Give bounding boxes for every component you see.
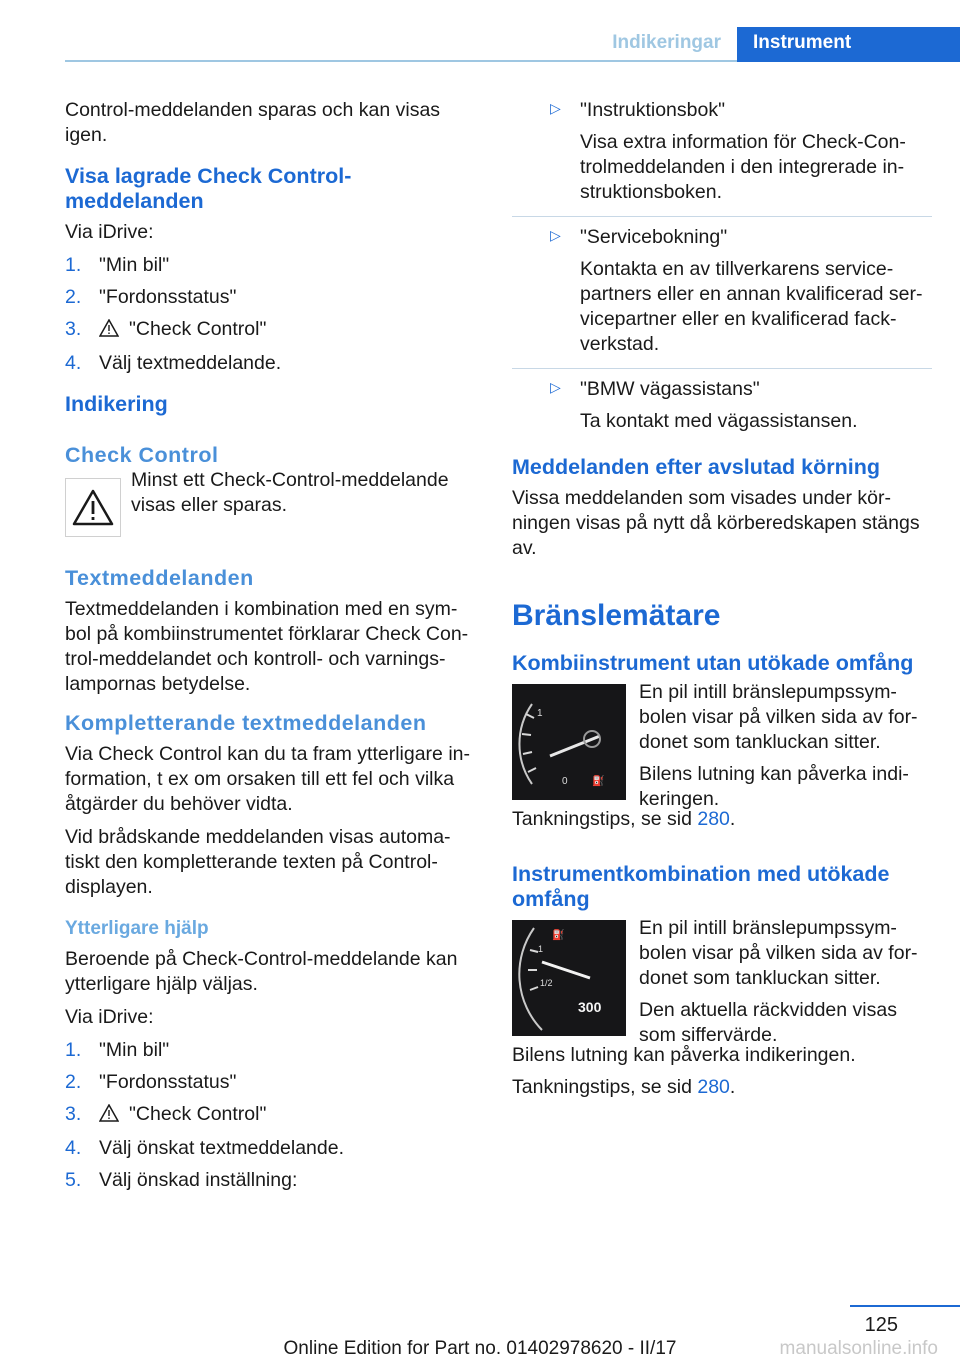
svg-text:1/2: 1/2	[540, 978, 553, 988]
textmeddelanden-paragraph: Textmeddelanden i kombination med en sym-bol på kombiinstrumentet förklarar Check Con-trol-meddelandet och kontroll- och varnings-lampornas betydelse.	[65, 598, 469, 695]
option-title: "BMW vägassistans"	[580, 378, 760, 400]
kompletterande-paragraph-1: Via Check Control kan du ta fram ytterligare in-formation, t ex om orsaken till ett fel och vilka åtgärder du behöver vidta.	[65, 743, 470, 815]
option-description: Kontakta en av tillverkarens service-partners eller en annan kvalificerad ser-vicepartner eller en kvalificerad fack-verkstad.	[580, 258, 923, 355]
options-list	[512, 98, 932, 445]
intro-text: Control-meddelanden sparas och kan visas igen.	[65, 99, 441, 146]
fuel-tips-2: Tankningstips, se sid 280.	[512, 1076, 736, 1098]
svg-text:1: 1	[537, 708, 543, 719]
svg-text:⛽: ⛽	[552, 930, 565, 941]
kombi1-paragraph-2: Bilens lutning kan påverka indi-keringen.	[639, 763, 909, 810]
list-item: 1. "Min bil"	[65, 1039, 170, 1061]
warning-triangle-icon	[99, 1104, 123, 1129]
kombi2-paragraph-3: Bilens lutning kan påverka indikeringen.	[512, 1044, 856, 1066]
fuel-tips-1: Tankningstips, se sid 280.	[512, 808, 736, 830]
heading-after-driving: Meddelanden efter avslutad körning	[512, 455, 880, 479]
list-item: 5. Välj önskad inställning:	[65, 1169, 298, 1191]
option-description: Ta kontakt med vägassistansen.	[580, 410, 858, 432]
svg-text:300: 300	[578, 999, 602, 1015]
option-item	[512, 225, 932, 369]
heading-indikering: Indikering	[65, 392, 168, 416]
page-link-280[interactable]: 280	[697, 1076, 730, 1098]
via-idrive-1: Via iDrive:	[65, 221, 154, 243]
warning-triangle-icon	[99, 319, 123, 344]
option-title: "Instruktionsbok"	[580, 99, 725, 121]
right-column	[512, 98, 932, 1100]
option-item	[512, 377, 932, 445]
list-item: 2. "Fordonsstatus"	[65, 286, 237, 308]
triangle-bullet-icon: ▷	[550, 100, 561, 116]
fuel-gauge-image-1	[512, 684, 626, 800]
kompletterande-paragraph-2: Vid brådskande meddelanden visas automa-tiskt den kompletterande texten på Control-displayen.	[65, 826, 451, 898]
steps-list-1	[65, 253, 477, 376]
header-tab-chapter: Instrument	[737, 27, 960, 62]
list-item: 3. "Check Control"	[65, 317, 477, 344]
heading-textmeddelanden: Textmeddelanden	[65, 566, 254, 590]
list-item: 4. Välj önskat textmeddelande.	[65, 1137, 344, 1159]
check-control-text: Minst ett Check-Control-meddelande visas eller sparas.	[131, 469, 449, 516]
heading-fuel-gauge: Bränslemätare	[512, 599, 721, 632]
kombi2-paragraph-2: Den aktuella räckvidden visas som siffervärde.	[639, 999, 897, 1046]
gauge-block-2	[512, 916, 932, 1046]
help-paragraph: Beroende på Check-Control-meddelande kan ytterligare hjälp väljas.	[65, 948, 458, 995]
watermark: manualsonline.info	[779, 1338, 938, 1359]
svg-text:⛽: ⛽	[592, 776, 605, 787]
option-title: "Servicebokning"	[580, 226, 728, 248]
heading-kombi-without: Kombiinstrument utan utökade omfång	[512, 651, 914, 675]
check-control-block	[65, 468, 477, 556]
option-item	[512, 98, 932, 217]
heading-ytterligare-hjalp: Ytterligare hjälp	[65, 918, 209, 939]
via-idrive-2: Via iDrive:	[65, 1006, 154, 1028]
svg-text:0: 0	[562, 776, 568, 787]
list-item: 3. "Check Control"	[65, 1102, 477, 1129]
kombi1-paragraph-1: En pil intill bränslepumpssym-bolen visar på vilken sida av for-donet som tankluckan sitter.	[639, 681, 918, 753]
left-column	[65, 98, 477, 1200]
page-link-280[interactable]: 280	[697, 808, 730, 830]
heading-check-control: Check Control	[65, 443, 219, 467]
heading-kombi-with: Instrumentkombination med utökade omfång	[512, 862, 890, 911]
gauge-block-1	[512, 680, 932, 810]
triangle-bullet-icon: ▷	[550, 379, 561, 395]
list-item: 4. Välj textmeddelande.	[65, 352, 282, 374]
list-item: 1. "Min bil"	[65, 254, 170, 276]
edition-footer: Online Edition for Part no. 01402978620 - II/17	[283, 1338, 677, 1359]
option-description: Visa extra information för Check-Con-trolmeddelanden i den integrerade in-struktionsboken.	[580, 131, 906, 203]
header-tab-section: Indikeringar	[612, 32, 721, 53]
list-item: 2. "Fordonsstatus"	[65, 1071, 237, 1093]
page-number: 125	[864, 1314, 898, 1336]
svg-text:1: 1	[538, 944, 544, 954]
heading-saved-messages: Visa lagrade Check Control-meddelanden	[65, 164, 352, 213]
steps-list-2	[65, 1038, 477, 1193]
fuel-gauge-image-2	[512, 920, 626, 1036]
kombi2-paragraph-1: En pil intill bränslepumpssym-bolen visar på vilken sida av for-donet som tankluckan sitter.	[639, 917, 918, 989]
footer-rule	[850, 1305, 960, 1307]
triangle-bullet-icon: ▷	[550, 227, 561, 243]
heading-kompletterande: Kompletterande textmeddelanden	[65, 711, 427, 735]
after-driving-paragraph: Vissa meddelanden som visades under kör-ningen visas på nytt då körberedskapen stängs av.	[512, 487, 920, 559]
check-control-warning-icon	[65, 478, 121, 537]
